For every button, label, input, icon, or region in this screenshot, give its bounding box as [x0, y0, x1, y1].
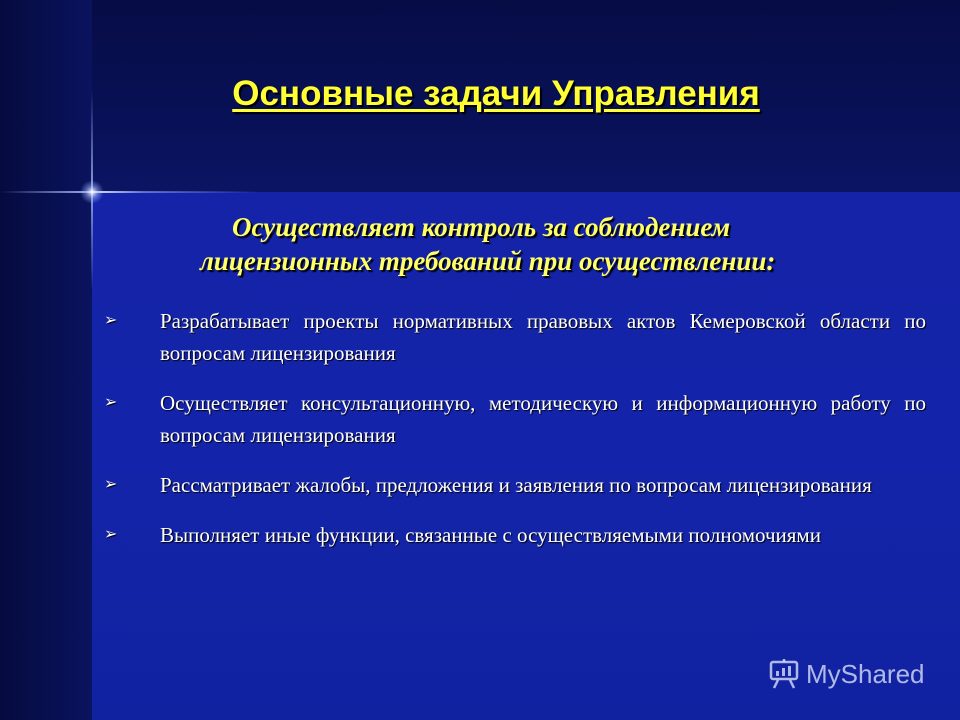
bullet-item: [104, 305, 926, 369]
bullet-item: [104, 387, 926, 451]
arrow-bullet-icon: ➢: [104, 312, 118, 329]
arrow-bullet-icon: ➢: [104, 526, 118, 543]
bullet-text: Осуществляет консультационную, методическую и информационную работу по вопросам лицензирования: [160, 391, 926, 447]
watermark-text: MyShared: [806, 658, 925, 689]
bullet-text: Рассматривает жалобы, предложения и заявления по вопросам лицензирования: [160, 473, 872, 497]
presentation-board-icon: [768, 659, 800, 689]
subtitle-line-2: лицензионных требований при осуществлении:: [200, 246, 776, 276]
watermark[interactable]: [768, 656, 925, 692]
arrow-bullet-icon: ➢: [104, 476, 118, 493]
bullet-item: [104, 469, 926, 501]
bullet-text: Разрабатывает проекты нормативных правовых актов Кемеровской области по вопросам лицензирования: [160, 309, 926, 365]
bullet-text: Выполняет иные функции, связанные с осуществляемыми полномочиями: [160, 523, 821, 547]
slide-subtitle: [200, 210, 900, 278]
star-flare-core: [80, 180, 104, 204]
subtitle-line-1: Осуществляет контроль за соблюдением: [232, 212, 731, 242]
star-flare-icon: [0, 191, 260, 193]
bullet-item: [104, 519, 926, 551]
arrow-bullet-icon: ➢: [104, 394, 118, 411]
slide-title: Основные задачи Управления: [232, 74, 760, 113]
bullet-list: [104, 305, 926, 569]
